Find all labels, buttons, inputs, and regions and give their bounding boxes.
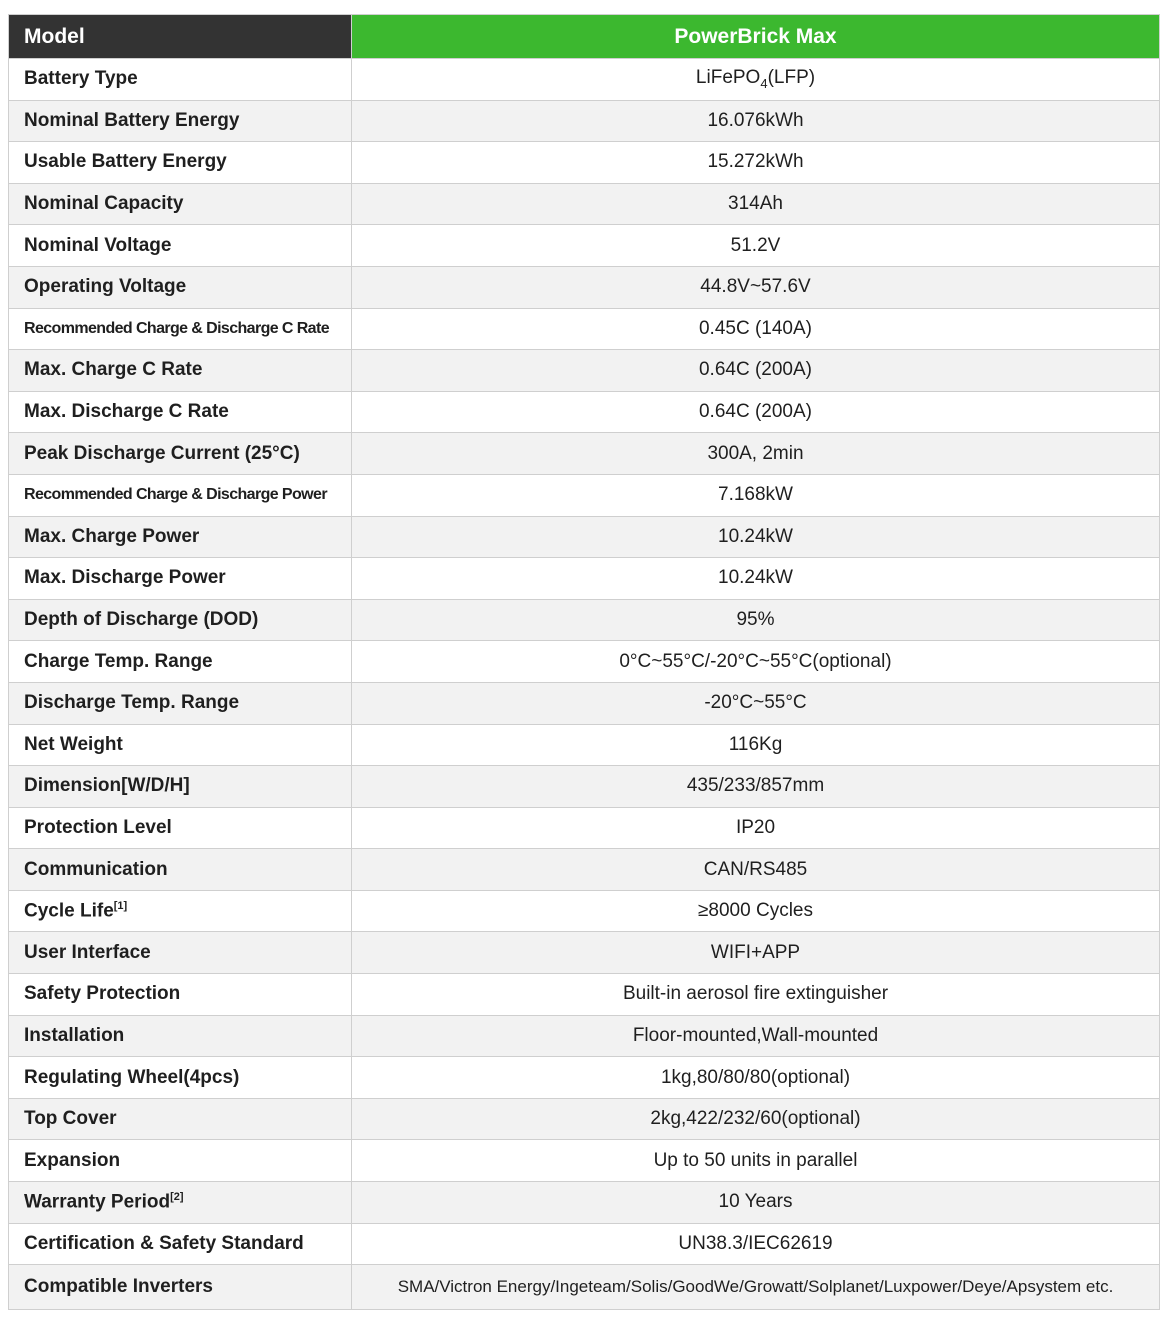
spec-value: 15.272kWh <box>352 142 1160 184</box>
spec-value: 116Kg <box>352 724 1160 766</box>
table-row <box>9 142 1160 184</box>
spec-value: 10 Years <box>352 1182 1160 1224</box>
spec-value: 0.45C (140A) <box>352 308 1160 350</box>
footnote-marker: [1] <box>113 900 128 912</box>
spec-label: Usable Battery Energy <box>9 142 352 184</box>
spec-label: Recommended Charge & Discharge Power <box>9 474 352 516</box>
spec-value: Up to 50 units in parallel <box>352 1140 1160 1182</box>
table-row <box>9 1223 1160 1265</box>
spec-label: Protection Level <box>9 807 352 849</box>
spec-value: 95% <box>352 599 1160 641</box>
table-row <box>9 890 1160 932</box>
table-row <box>9 766 1160 808</box>
table-row <box>9 266 1160 308</box>
spec-value: UN38.3/IEC62619 <box>352 1223 1160 1265</box>
table-header-row <box>9 15 1160 59</box>
spec-table <box>8 14 1160 1310</box>
spec-value: 0.64C (200A) <box>352 350 1160 392</box>
table-row <box>9 849 1160 891</box>
spec-label: Max. Charge C Rate <box>9 350 352 392</box>
spec-value: 10.24kW <box>352 516 1160 558</box>
spec-value: 7.168kW <box>352 474 1160 516</box>
spec-label: Charge Temp. Range <box>9 641 352 683</box>
table-row <box>9 974 1160 1016</box>
spec-label: Top Cover <box>9 1098 352 1140</box>
spec-label: Nominal Voltage <box>9 225 352 267</box>
spec-label: Recommended Charge & Discharge C Rate <box>9 308 352 350</box>
spec-value: Floor-mounted,Wall-mounted <box>352 1015 1160 1057</box>
spec-label: Net Weight <box>9 724 352 766</box>
spec-value: LiFePO$_4$(LFP) <box>352 59 1160 101</box>
table-row <box>9 1015 1160 1057</box>
spec-value: 300A, 2min <box>352 433 1160 475</box>
spec-label: User Interface <box>9 932 352 974</box>
table-row <box>9 641 1160 683</box>
footnote-marker: [2] <box>170 1191 184 1204</box>
spec-label: Installation <box>9 1015 352 1057</box>
spec-label: Peak Discharge Current (25°C) <box>9 433 352 475</box>
spec-value: WIFI+APP <box>352 932 1160 974</box>
table-row <box>9 391 1160 433</box>
table-row <box>9 308 1160 350</box>
spec-value: 51.2V <box>352 225 1160 267</box>
spec-label: Max. Discharge Power <box>9 558 352 600</box>
table-row <box>9 516 1160 558</box>
table-row <box>9 807 1160 849</box>
table-row <box>9 350 1160 392</box>
table-row <box>9 59 1160 101</box>
table-row <box>9 599 1160 641</box>
spec-value: 0.64C (200A) <box>352 391 1160 433</box>
table-row <box>9 1140 1160 1182</box>
spec-label: Dimension[W/D/H] <box>9 766 352 808</box>
table-row <box>9 433 1160 475</box>
table-row <box>9 932 1160 974</box>
spec-label: Max. Discharge C Rate <box>9 391 352 433</box>
table-row <box>9 1098 1160 1140</box>
spec-label: Compatible Inverters <box>9 1265 352 1310</box>
spec-value: -20°C~55°C <box>352 682 1160 724</box>
spec-label: Expansion <box>9 1140 352 1182</box>
spec-value: 0°C~55°C/-20°C~55°C(optional) <box>352 641 1160 683</box>
spec-value: 1kg,80/80/80(optional) <box>352 1057 1160 1099</box>
spec-value: 2kg,422/232/60(optional) <box>352 1098 1160 1140</box>
header-model-name: PowerBrick Max <box>352 15 1160 59</box>
spec-value: 314Ah <box>352 183 1160 225</box>
spec-value: ≥8000 Cycles <box>352 890 1160 932</box>
spec-value: IP20 <box>352 807 1160 849</box>
header-model-label: Model <box>9 15 352 59</box>
spec-label: Cycle Life[1] <box>9 890 352 932</box>
table-row <box>9 225 1160 267</box>
spec-value: 10.24kW <box>352 558 1160 600</box>
table-row <box>9 1265 1160 1310</box>
table-row <box>9 682 1160 724</box>
spec-value: Built-in aerosol fire extinguisher <box>352 974 1160 1016</box>
spec-value: 16.076kWh <box>352 100 1160 142</box>
spec-label: Nominal Battery Energy <box>9 100 352 142</box>
spec-label: Safety Protection <box>9 974 352 1016</box>
spec-value: SMA/Victron Energy/Ingeteam/Solis/GoodWe/Growatt/Solplanet/Luxpower/Deye/Apsystem etc. <box>352 1265 1160 1310</box>
table-row <box>9 183 1160 225</box>
spec-label: Certification & Safety Standard <box>9 1223 352 1265</box>
spec-label: Max. Charge Power <box>9 516 352 558</box>
spec-label: Battery Type <box>9 59 352 101</box>
table-row <box>9 724 1160 766</box>
spec-value: CAN/RS485 <box>352 849 1160 891</box>
spec-label: Discharge Temp. Range <box>9 682 352 724</box>
table-row <box>9 100 1160 142</box>
table-row <box>9 474 1160 516</box>
spec-label: Operating Voltage <box>9 266 352 308</box>
spec-label: Warranty Period[2] <box>9 1182 352 1224</box>
spec-value: 44.8V~57.6V <box>352 266 1160 308</box>
spec-label: Depth of Discharge (DOD) <box>9 599 352 641</box>
table-row <box>9 1182 1160 1224</box>
spec-label: Nominal Capacity <box>9 183 352 225</box>
table-row <box>9 558 1160 600</box>
spec-value: 435/233/857mm <box>352 766 1160 808</box>
table-row <box>9 1057 1160 1099</box>
spec-label: Regulating Wheel(4pcs) <box>9 1057 352 1099</box>
spec-label: Communication <box>9 849 352 891</box>
